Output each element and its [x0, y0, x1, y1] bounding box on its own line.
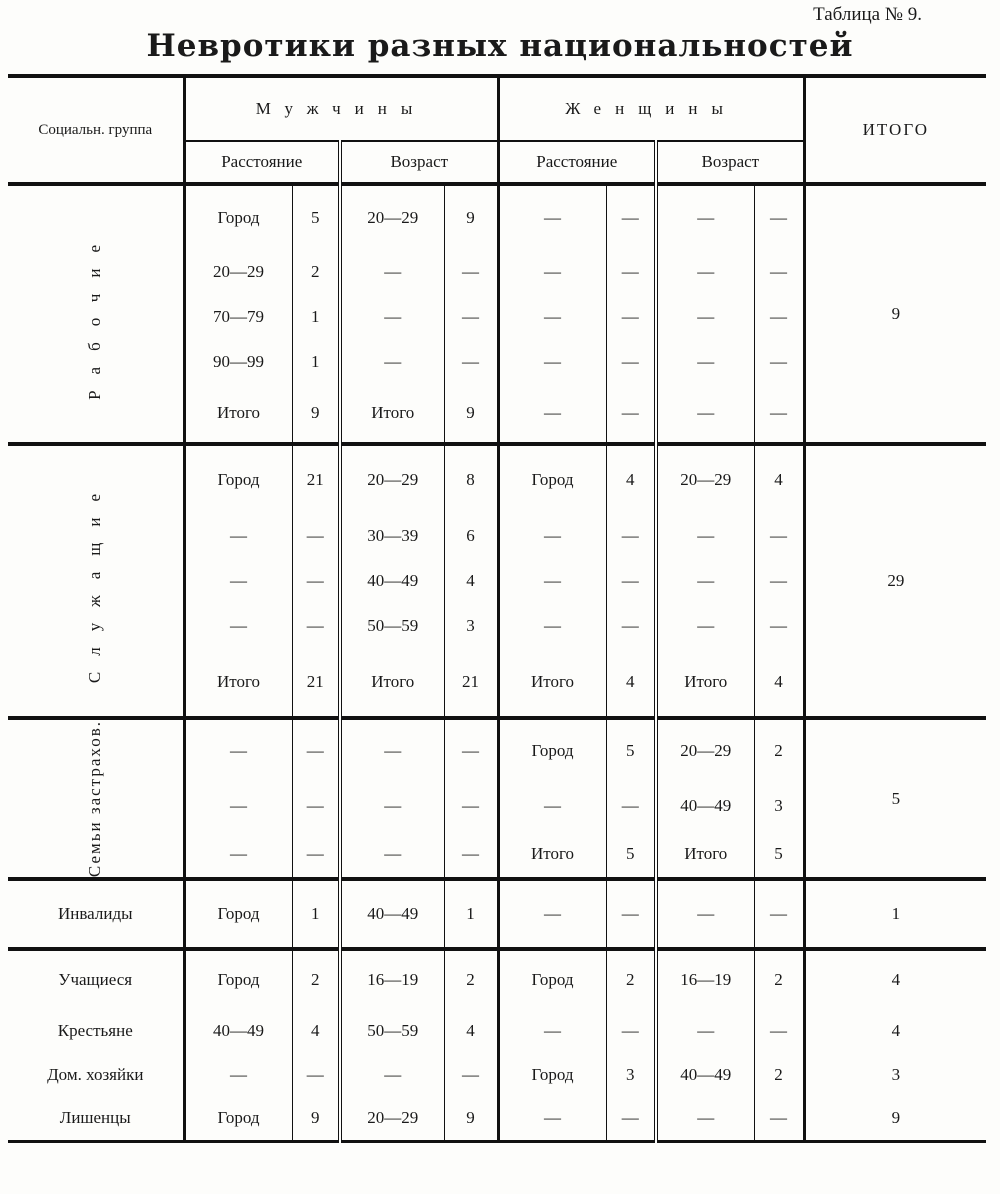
- men-age: 40—49: [340, 879, 444, 949]
- men-distance: —: [184, 830, 292, 879]
- women-distance: Город: [498, 718, 606, 782]
- men-age-count: —: [444, 830, 498, 879]
- header-women-distance: Расстояние: [498, 141, 656, 184]
- group-label-text: Инвалиды: [57, 904, 133, 924]
- group-label-text: Служащие: [85, 478, 105, 684]
- men-distance-count: 2: [292, 249, 340, 294]
- women-age: —: [656, 294, 754, 339]
- men-distance-count: 1: [292, 339, 340, 384]
- group-label-text: Семьи застрахов.: [85, 720, 105, 878]
- table-row: [8, 1053, 986, 1097]
- women-age: 40—49: [656, 1053, 754, 1097]
- men-distance-count: 9: [292, 384, 340, 444]
- women-age: —: [656, 1097, 754, 1141]
- women-distance: Город: [498, 1053, 606, 1097]
- women-distance-count: —: [606, 249, 656, 294]
- women-distance: Город: [498, 949, 606, 1009]
- women-distance-count: —: [606, 558, 656, 603]
- men-distance: —: [184, 1053, 292, 1097]
- men-age: 50—59: [340, 1009, 444, 1053]
- men-distance-count: —: [292, 558, 340, 603]
- table-row: [8, 184, 986, 249]
- men-age-count: 9: [444, 184, 498, 249]
- men-distance-count: —: [292, 603, 340, 648]
- women-distance: —: [498, 1097, 606, 1141]
- group-label: [8, 444, 184, 718]
- women-age-count: —: [770, 525, 788, 545]
- men-age-count: 3: [444, 603, 498, 648]
- men-age-count: 4: [444, 558, 498, 603]
- men-distance: Город: [184, 1097, 292, 1141]
- men-age: Итого: [340, 384, 444, 444]
- men-age-count: —: [444, 1053, 498, 1097]
- men-age-count: —: [444, 294, 498, 339]
- women-distance: —: [498, 513, 606, 558]
- table-title: Невротики разных национальностей: [146, 28, 854, 64]
- women-age: —: [656, 513, 754, 558]
- men-age: 40—49: [340, 558, 444, 603]
- women-age-count: 2: [774, 1065, 783, 1085]
- women-age: 16—19: [656, 949, 754, 1009]
- women-age-count: —: [770, 261, 788, 281]
- header-men-distance: Расстояние: [184, 141, 340, 184]
- women-distance: —: [498, 184, 606, 249]
- group-label-text: Рабочие: [85, 228, 105, 400]
- women-age: Итого: [656, 830, 754, 879]
- women-distance-count: 4: [606, 444, 656, 513]
- women-distance-count: 5: [606, 830, 656, 879]
- men-distance: —: [184, 513, 292, 558]
- header-men-age: Возраст: [340, 141, 498, 184]
- women-distance: —: [498, 294, 606, 339]
- men-distance: —: [184, 603, 292, 648]
- women-age-count: —: [770, 570, 788, 590]
- women-age-count: —: [754, 879, 804, 949]
- women-age-count: —: [770, 1021, 788, 1041]
- women-age-count: —: [754, 184, 804, 249]
- women-distance: —: [498, 339, 606, 384]
- header-women: Женщины: [498, 76, 804, 141]
- women-distance: Итого: [498, 648, 606, 718]
- row-total: 9: [804, 1097, 986, 1141]
- group-label: [8, 718, 184, 879]
- table-body: [8, 184, 986, 1141]
- row-total: 4: [804, 949, 986, 1009]
- men-distance: Город: [184, 879, 292, 949]
- women-distance-count: —: [606, 1009, 656, 1053]
- men-distance: —: [184, 558, 292, 603]
- women-distance-count: —: [606, 879, 656, 949]
- men-distance-count: —: [292, 718, 340, 782]
- women-distance: —: [498, 384, 606, 444]
- women-distance-count: —: [606, 384, 656, 444]
- women-distance: Итого: [498, 830, 606, 879]
- women-distance-count: —: [606, 339, 656, 384]
- men-distance: —: [184, 718, 292, 782]
- men-distance: —: [184, 782, 292, 831]
- header-women-age: Возраст: [656, 141, 804, 184]
- row-label: Учащиеся: [8, 949, 184, 1009]
- table-row: [8, 718, 986, 782]
- women-age: 20—29: [656, 718, 754, 782]
- women-age-count: 4: [754, 444, 804, 513]
- group-label: [8, 879, 184, 949]
- women-age: 20—29: [656, 444, 754, 513]
- men-distance: Итого: [184, 384, 292, 444]
- row-label: Дом. хозяйки: [8, 1053, 184, 1097]
- men-age-count: 4: [444, 1009, 498, 1053]
- men-age-count: —: [444, 249, 498, 294]
- men-age-count: 2: [444, 949, 498, 1009]
- women-age-count: 3: [774, 796, 783, 816]
- men-distance-count: 9: [292, 1097, 340, 1141]
- header-men: Мужчины: [184, 76, 498, 141]
- women-age-count: —: [770, 1108, 788, 1128]
- men-age: 20—29: [340, 444, 444, 513]
- women-distance: —: [498, 249, 606, 294]
- men-age-count: —: [444, 782, 498, 831]
- men-age-count: —: [444, 718, 498, 782]
- women-distance-count: —: [606, 1097, 656, 1141]
- women-distance-count: —: [606, 513, 656, 558]
- table-row: [8, 879, 986, 949]
- women-age-count: 2: [754, 949, 804, 1009]
- table-row: [8, 1009, 986, 1053]
- table-number: Таблица № 9.: [813, 4, 922, 25]
- men-distance-count: 4: [292, 1009, 340, 1053]
- women-age-count: —: [770, 615, 788, 635]
- men-age: 30—39: [340, 513, 444, 558]
- men-age-count: 9: [444, 1097, 498, 1141]
- women-age: —: [656, 184, 754, 249]
- women-age: —: [656, 249, 754, 294]
- women-age: —: [656, 339, 754, 384]
- women-age-count: —: [770, 403, 788, 422]
- women-age: 40—49: [656, 782, 754, 831]
- men-distance-count: 1: [292, 879, 340, 949]
- women-age-count: 5: [774, 843, 783, 863]
- women-distance-count: 5: [606, 718, 656, 782]
- group-total: 1: [804, 879, 986, 949]
- row-label: Лишенцы: [8, 1097, 184, 1141]
- group-total: 9: [804, 184, 986, 444]
- men-distance: 70—79: [184, 294, 292, 339]
- men-distance: Город: [184, 184, 292, 249]
- men-distance: Город: [184, 444, 292, 513]
- men-age-count: 1: [444, 879, 498, 949]
- women-distance-count: 3: [606, 1053, 656, 1097]
- group-label: [8, 184, 184, 444]
- men-distance-count: 21: [292, 444, 340, 513]
- header-total: ИТОГО: [804, 76, 986, 184]
- men-age-count: 21: [444, 648, 498, 718]
- women-age: Итого: [656, 648, 754, 718]
- men-age: —: [340, 718, 444, 782]
- table-row: [8, 444, 986, 513]
- group-total: 5: [804, 718, 986, 879]
- men-distance: Итого: [184, 648, 292, 718]
- women-age: —: [656, 1009, 754, 1053]
- women-distance-count: —: [606, 603, 656, 648]
- men-age: —: [340, 249, 444, 294]
- women-distance: —: [498, 558, 606, 603]
- women-distance: —: [498, 1009, 606, 1053]
- men-distance-count: —: [292, 782, 340, 831]
- men-distance-count: 1: [292, 294, 340, 339]
- women-distance: —: [498, 879, 606, 949]
- men-age-count: 9: [444, 384, 498, 444]
- men-age: —: [340, 294, 444, 339]
- men-distance: 40—49: [184, 1009, 292, 1053]
- men-age: 20—29: [340, 1097, 444, 1141]
- men-age: 20—29: [340, 184, 444, 249]
- men-distance: 20—29: [184, 249, 292, 294]
- men-age: —: [340, 1053, 444, 1097]
- men-distance-count: 2: [292, 949, 340, 1009]
- women-age-count: —: [770, 351, 788, 371]
- women-distance: —: [498, 603, 606, 648]
- women-distance: Город: [498, 444, 606, 513]
- men-age: —: [340, 830, 444, 879]
- women-distance-count: 4: [606, 648, 656, 718]
- men-age-count: —: [444, 339, 498, 384]
- table-row: [8, 1097, 986, 1141]
- men-distance: Город: [184, 949, 292, 1009]
- row-label: Крестьяне: [8, 1009, 184, 1053]
- women-distance: —: [498, 782, 606, 831]
- women-age: —: [656, 603, 754, 648]
- group-total: 29: [804, 444, 986, 718]
- men-distance-count: —: [292, 1053, 340, 1097]
- men-age-count: 8: [444, 444, 498, 513]
- women-distance-count: 2: [606, 949, 656, 1009]
- men-age-count: 6: [444, 513, 498, 558]
- men-age: 16—19: [340, 949, 444, 1009]
- table-row: [8, 949, 986, 1009]
- women-age-count: 2: [754, 718, 804, 782]
- header-social-group: Социальн. группа: [8, 76, 184, 184]
- women-age-count: 4: [774, 672, 783, 691]
- men-distance-count: —: [292, 830, 340, 879]
- men-age: —: [340, 339, 444, 384]
- men-distance-count: —: [292, 513, 340, 558]
- row-total: 4: [804, 1009, 986, 1053]
- women-distance-count: —: [606, 782, 656, 831]
- row-total: 3: [804, 1053, 986, 1097]
- women-age-count: —: [770, 306, 788, 326]
- women-age: —: [656, 879, 754, 949]
- men-age: 50—59: [340, 603, 444, 648]
- men-age: Итого: [340, 648, 444, 718]
- women-distance-count: —: [606, 294, 656, 339]
- men-distance-count: 21: [292, 648, 340, 718]
- men-distance: 90—99: [184, 339, 292, 384]
- women-distance-count: —: [606, 184, 656, 249]
- women-age: —: [656, 384, 754, 444]
- data-table: [8, 74, 986, 1143]
- women-age: —: [656, 558, 754, 603]
- men-age: —: [340, 782, 444, 831]
- men-distance-count: 5: [292, 184, 340, 249]
